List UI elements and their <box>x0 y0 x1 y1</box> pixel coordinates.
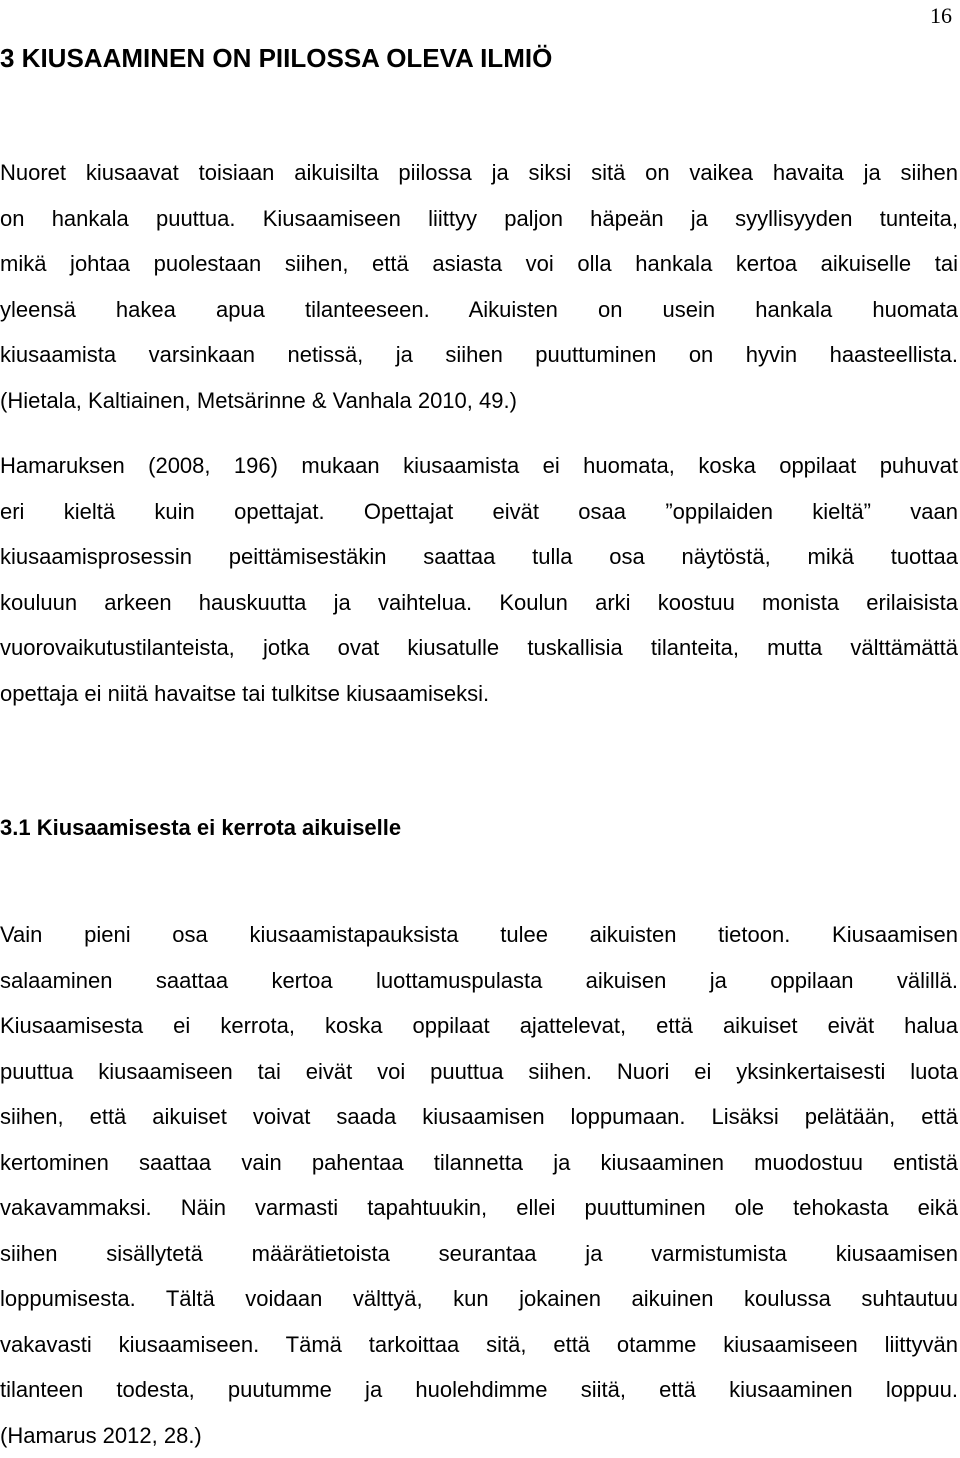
paragraph-line: kertominen saattaa vain pahentaa tilannetta ja kiusaaminen muodostuu entistä <box>0 1140 958 1186</box>
paragraph-line: (Hamarus 2012, 28.) <box>0 1413 958 1458</box>
paragraph-line: kiusaamista varsinkaan netissä, ja siihen puuttuminen on hyvin haasteellista. <box>0 332 958 378</box>
chapter-heading: 3 KIUSAAMINEN ON PIILOSSA OLEVA ILMIÖ <box>0 38 552 78</box>
paragraph-line: puuttua kiusaamiseen tai eivät voi puuttua siihen. Nuori ei yksinkertaisesti luota <box>0 1049 958 1095</box>
paragraph-line: kouluun arkeen hauskuutta ja vaihtelua. Koulun arki koostuu monista erilaisista <box>0 580 958 626</box>
paragraph-line: Kiusaamisesta ei kerrota, koska oppilaat ajattelevat, että aikuiset eivät halua <box>0 1003 958 1049</box>
paragraph-line: opettaja ei niitä havaitse tai tulkitse kiusaamiseksi. <box>0 671 958 717</box>
page-number: 16 <box>930 4 952 28</box>
paragraph-line: tilanteen todesta, puutumme ja huolehdimme siitä, että kiusaaminen loppuu. <box>0 1367 958 1413</box>
paragraph-line: Vain pieni osa kiusaamistapauksista tulee aikuisten tietoon. Kiusaamisen <box>0 912 958 958</box>
paragraph-2 <box>0 443 958 716</box>
paragraph-line: Nuoret kiusaavat toisiaan aikuisilta piilossa ja siksi sitä on vaikea havaita ja siihen <box>0 150 958 196</box>
paragraph-line: vakavammaksi. Näin varmasti tapahtuukin, ellei puuttuminen ole tehokasta eikä <box>0 1185 958 1231</box>
paragraph-line: vuorovaikutustilanteista, jotka ovat kiusatulle tuskallisia tilanteita, mutta välttämättä <box>0 625 958 671</box>
paragraph-line: vakavasti kiusaamiseen. Tämä tarkoittaa sitä, että otamme kiusaamiseen liittyvän <box>0 1322 958 1368</box>
paragraph-line: mikä johtaa puolestaan siihen, että asiasta voi olla hankala kertoa aikuiselle tai <box>0 241 958 287</box>
paragraph-3 <box>0 912 958 1458</box>
paragraph-line: on hankala puuttua. Kiusaamiseen liittyy paljon häpeän ja syyllisyyden tunteita, <box>0 196 958 242</box>
paragraph-line: kiusaamisprosessin peittämisestäkin saattaa tulla osa näytöstä, mikä tuottaa <box>0 534 958 580</box>
paragraph-line: Hamaruksen (2008, 196) mukaan kiusaamista ei huomata, koska oppilaat puhuvat <box>0 443 958 489</box>
paragraph-line: siihen, että aikuiset voivat saada kiusaamisen loppumaan. Lisäksi pelätään, että <box>0 1094 958 1140</box>
paragraph-line: loppumisesta. Tältä voidaan välttyä, kun jokainen aikuinen koulussa suhtautuu <box>0 1276 958 1322</box>
paragraph-line: yleensä hakea apua tilanteeseen. Aikuisten on usein hankala huomata <box>0 287 958 333</box>
paragraph-line: (Hietala, Kaltiainen, Metsärinne & Vanhala 2010, 49.) <box>0 378 958 424</box>
paragraph-1 <box>0 150 958 423</box>
paragraph-line: siihen sisällytetä määrätietoista seurantaa ja varmistumista kiusaamisen <box>0 1231 958 1277</box>
paragraph-line: salaaminen saattaa kertoa luottamuspulasta aikuisen ja oppilaan välillä. <box>0 958 958 1004</box>
section-heading: 3.1 Kiusaamisesta ei kerrota aikuiselle <box>0 810 401 846</box>
paragraph-line: eri kieltä kuin opettajat. Opettajat eivät osaa ”oppilaiden kieltä” vaan <box>0 489 958 535</box>
